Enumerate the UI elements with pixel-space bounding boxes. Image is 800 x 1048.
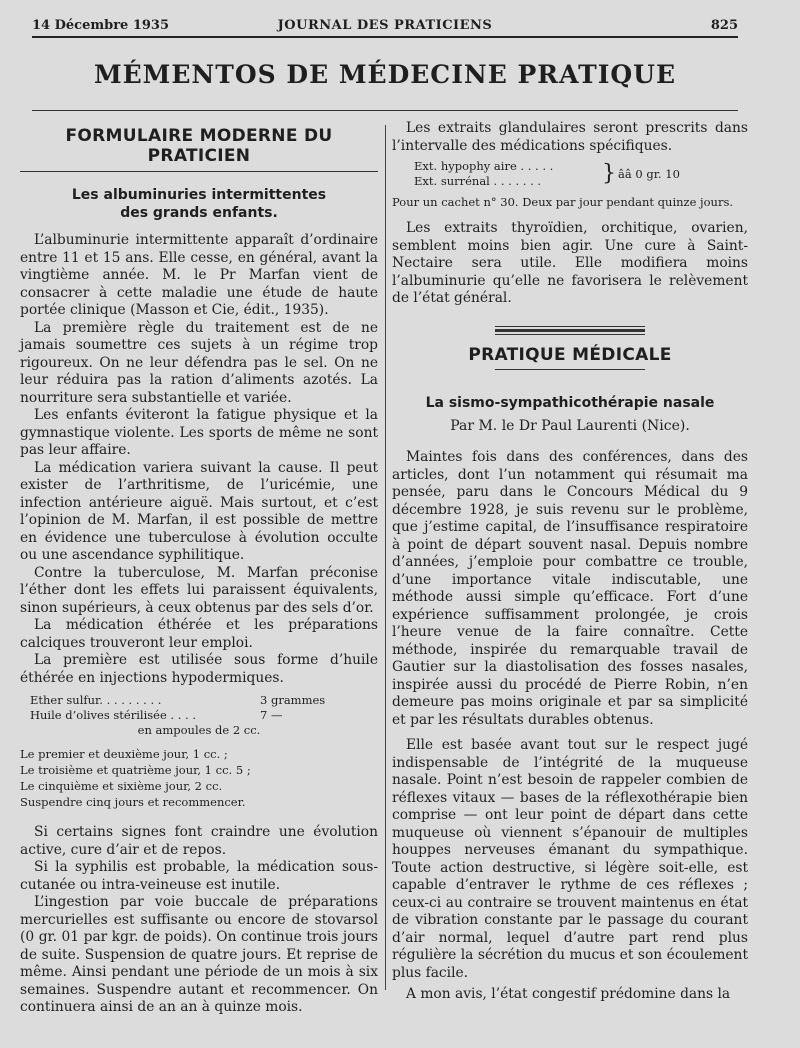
schedule-line: Le troisième et quatrième jour, 1 cc. 5 ;: [20, 763, 251, 777]
cachet-note: Pour un cachet n° 30. Deux par jour pendant quinze jours.: [392, 195, 733, 209]
article-title-sismo: La sismo-sympathicothérapie nasale: [425, 394, 715, 411]
paragraph: La médication éthérée et les préparations calciques trouveront leur emploi.: [20, 617, 378, 651]
journal-name: JOURNAL DES PRATICIENS: [277, 18, 493, 33]
formula-row: [20, 708, 378, 723]
brace-symbol: }: [602, 161, 616, 186]
prescription-formula: [20, 693, 378, 738]
ingredient-quantity: 3 grammes: [260, 693, 326, 707]
page-title: MÉMENTOS DE MÉDECINE PRATIQUE: [93, 60, 677, 89]
ornament-line: [495, 334, 645, 335]
ornament-line: [495, 329, 645, 332]
section-heading-pratique: PRATIQUE MÉDICALE: [468, 344, 672, 365]
paragraph: A mon avis, l’état congestif prédomine dans la: [406, 986, 731, 1002]
paragraph: Les extraits glandulaires seront prescrits dans l’intervalle des médications spécifiques.: [392, 120, 748, 154]
running-header: [32, 16, 738, 38]
author-byline: Par M. le Dr Paul Laurenti (Nice).: [450, 417, 690, 434]
formula-row: [20, 693, 378, 708]
article-title-albuminuries: [20, 186, 378, 222]
extract-formula: [392, 159, 748, 193]
right-column: [392, 120, 748, 1004]
paragraph: Elle est basée avant tout sur le respect jugé indispensable de l’intégrité de la muqueuse nasale. Point n’est besoin de rappeler combien de réflexes vitaux — bases de la réflexothérapie bien comprise — ont leur point de départ dans cette muqueuse où viennent s’épanouir de multiples houppes nerveuses émanant du sympathique. Toute action destructive, si légère soit-elle, est capable d’entraver le rythme de ces réflexes ; ceux-ci au contraire se trouvent maintenus en état de vibration constante par le passage du courant d’air normal, lequel d’autre part rend plus régulière la sécrétion du mucus et son écoulement plus facile.: [392, 737, 748, 981]
ingredient-name: Ether sulfur. . . . . . . . .: [30, 693, 162, 707]
column-divider: [385, 125, 386, 990]
formula-packaging: en ampoules de 2 cc.: [137, 723, 261, 737]
paragraph: Maintes fois dans des conférences, dans des articles, dont l’un notamment qui résumait ma pensée, paru dans le Concours Médical du 9 décembre 1928, je suis revenu sur le problème, que j’estime capital, de l’insuffisance respiratoire à point de départ souvent nasal. Depuis nombre d’années, j’emploie pour combattre ce trouble, d’une importance vitale indiscutable, une méthode aussi simple qu’efficace. Fort d’une expérience suffisamment prolongée, je crois l’heure venue de la faire connaître. Cette méthode, inspirée du remarquable travail de Gautier sur la diastolisation des fosses nasales, inspirée aussi du procédé de Pierre Robin, n’en demeure pas moins originale et par sa simplicité et par les résultats durables obtenus.: [392, 449, 748, 728]
ingredient-quantity: 7 —: [260, 708, 283, 722]
ornament-line: [495, 326, 645, 327]
section-rule: [20, 171, 378, 172]
page-number: 825: [710, 18, 738, 33]
extract-line: Ext. surrénal . . . . . . .: [414, 174, 542, 188]
article-title-line: Les albuminuries intermittentes: [71, 187, 327, 203]
schedule-line: Le premier et deuxième jour, 1 cc. ;: [20, 747, 228, 761]
schedule-line: Le cinquième et sixième jour, 2 cc.: [20, 779, 223, 793]
paragraph: Si certains signes font craindre une évolution active, cure d’air et de repos.: [20, 824, 378, 858]
extract-dose: ââ 0 gr. 10: [618, 167, 680, 181]
paragraph: La première est utilisée sous forme d’huile éthérée en injections hypodermiques.: [20, 652, 378, 686]
schedule-line: Suspendre cinq jours et recommencer.: [20, 795, 246, 809]
title-rule: [32, 110, 738, 111]
issue-date: 14 Décembre 1935: [32, 18, 170, 33]
paragraph: La médication variera suivant la cause. Il peut exister de l’arthritisme, de l’uricémie, une infection antérieure aiguë. Mais surtout, et c’est l’opinion de M. Marfan, il est possible de mettre en évidence une tuberculose à évolution occulte ou une ascendance syphilitique.: [20, 459, 378, 563]
left-column: [20, 120, 378, 1017]
ingredient-name: Huile d’olives stérilisée . . . .: [30, 708, 197, 722]
ornament-rule: [495, 326, 645, 335]
extract-line: Ext. hypophy aire . . . . .: [414, 159, 554, 173]
paragraph: La première règle du traitement est de ne jamais soumettre ces sujets à un régime trop rigoureux. On ne leur défendra pas le sel. On ne leur réduira pas la ration d’aliments azotés. La nourriture sera substantielle et variée.: [20, 319, 378, 406]
dosage-schedule: [20, 746, 378, 810]
paragraph: Les enfants éviteront la fatigue physique et la gymnastique violente. Les sports de même ne sont pas leur affaire.: [20, 407, 378, 458]
article-title-line: des grands enfants.: [120, 205, 278, 221]
paragraph: Si la syphilis est probable, la médication sous-cutanée ou intra-veineuse est inutile.: [20, 859, 378, 893]
section-heading-formulaire: FORMULAIRE MODERNE DU PRATICIEN: [65, 126, 333, 166]
paragraph: L’albuminurie intermittente apparaît d’ordinaire entre 11 et 15 ans. Elle cesse, en général, avant la vingtième année. M. le Pr Marfan vient de consacrer à cette maladie une étude de haute portée clinique (Masson et Cie, édit., 1935).: [20, 232, 378, 318]
paragraph: Les extraits thyroïdien, orchitique, ovarien, semblent moins bien agir. Une cure à Saint-Nectaire sera utile. Elle modifiera moins l’albuminurie qu’elle ne favorisera le relèvement de l’état général.: [392, 220, 748, 306]
paragraph: Contre la tuberculose, M. Marfan préconise l’éther dont les effets lui paraissent équivalents, sinon supérieurs, à ceux obtenus par des sels d’or.: [20, 564, 378, 616]
section-rule: [495, 369, 645, 370]
paragraph: L’ingestion par voie buccale de préparations mercurielles est suffisante ou encore de stovarsol (0 gr. 01 par kgr. de poids). On continue trois jours de suite. Suspension de quatre jours. Et reprise de même. Ainsi pendant une période de un mois à six semaines. Suspendre autant et recommencer. On continuera ainsi de an an à quinze mois.: [20, 894, 378, 1015]
